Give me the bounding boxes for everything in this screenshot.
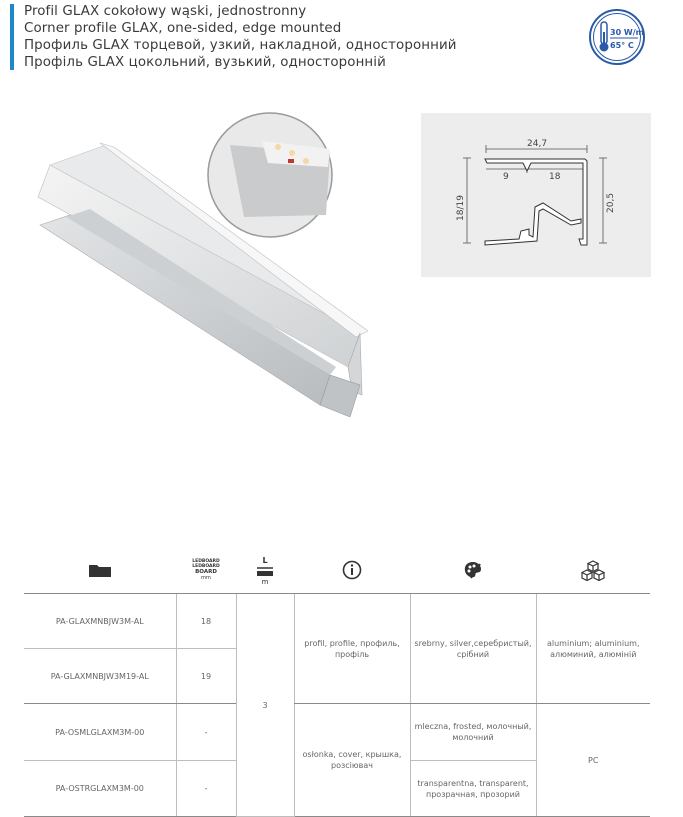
svg-text:LEDBOARD: LEDBOARD (192, 558, 220, 564)
badge-power: 30 W/m (610, 28, 644, 37)
color-silver: srebrny, silver,серебристый, срібний (410, 594, 536, 704)
svg-text:BOARD: BOARD (195, 568, 217, 575)
profile-product-image (30, 105, 370, 435)
ledboard-icon (192, 557, 220, 583)
info-icon (342, 560, 362, 580)
svg-text:m: m (261, 577, 269, 585)
palette-icon (463, 560, 483, 580)
col-length-header (236, 549, 294, 594)
col-code-header (24, 549, 176, 594)
row1-board: 18 (176, 594, 236, 649)
title-ua: Профіль GLAX цокольний, вузький, односторонній (24, 55, 386, 70)
cubes-icon (581, 559, 605, 581)
power-temperature-badge (588, 8, 646, 66)
row3-board: - (176, 704, 236, 761)
col-board-header (176, 549, 236, 594)
cover-description: osłonka, cover, крышка, розсіювач (294, 704, 410, 817)
dim-height-left: 18/19 (456, 195, 466, 221)
row3-code: PA-OSMLGLAXM3M-00 (24, 704, 176, 761)
row2-board: 19 (176, 649, 236, 704)
svg-text:L: L (262, 555, 268, 565)
cross-section-drawing (421, 113, 651, 277)
title-pl: Profil GLAX cokołowy wąski, jednostronny (24, 4, 307, 19)
product-titles (24, 3, 457, 71)
dim-height-right: 20,5 (606, 192, 616, 213)
folder-icon (88, 562, 112, 578)
title-accent-bar (10, 4, 14, 70)
material-aluminium: aluminium; aluminium, алюминий, алюміній (536, 594, 650, 704)
row2-code: PA-GLAXMNBJW3M19-AL (24, 649, 176, 704)
material-pc: PC (536, 704, 650, 817)
color-transparent: transparentna, transparent, прозрачная, прозорий (410, 761, 536, 817)
row4-code: PA-OSTRGLAXM3M-00 (24, 761, 176, 817)
title-en: Corner profile GLAX, one-sided, edge mounted (24, 21, 342, 36)
length-icon (253, 555, 277, 585)
row1-code: PA-GLAXMNBJW3M-AL (24, 594, 176, 649)
color-frosted: mleczna, frosted, молочный, молочний (410, 704, 536, 761)
title-ru: Профиль GLAX торцевой, узкий, накладной, односторонний (24, 38, 457, 53)
dim-width: 24,7 (527, 139, 548, 149)
dim-slot-right: 18 (549, 172, 561, 182)
specification-table (24, 549, 650, 817)
col-description-header (294, 549, 410, 594)
col-material-header (536, 549, 650, 594)
profile-description: profil, profile, профиль, профіль (294, 594, 410, 704)
dim-slot-left: 9 (503, 172, 509, 182)
length-value: 3 (236, 594, 294, 817)
row4-board: - (176, 761, 236, 817)
svg-text:mm: mm (201, 574, 211, 581)
svg-text:LEDBOARD: LEDBOARD (192, 563, 220, 569)
badge-temperature: 65° C (610, 41, 634, 50)
col-color-header (410, 549, 536, 594)
